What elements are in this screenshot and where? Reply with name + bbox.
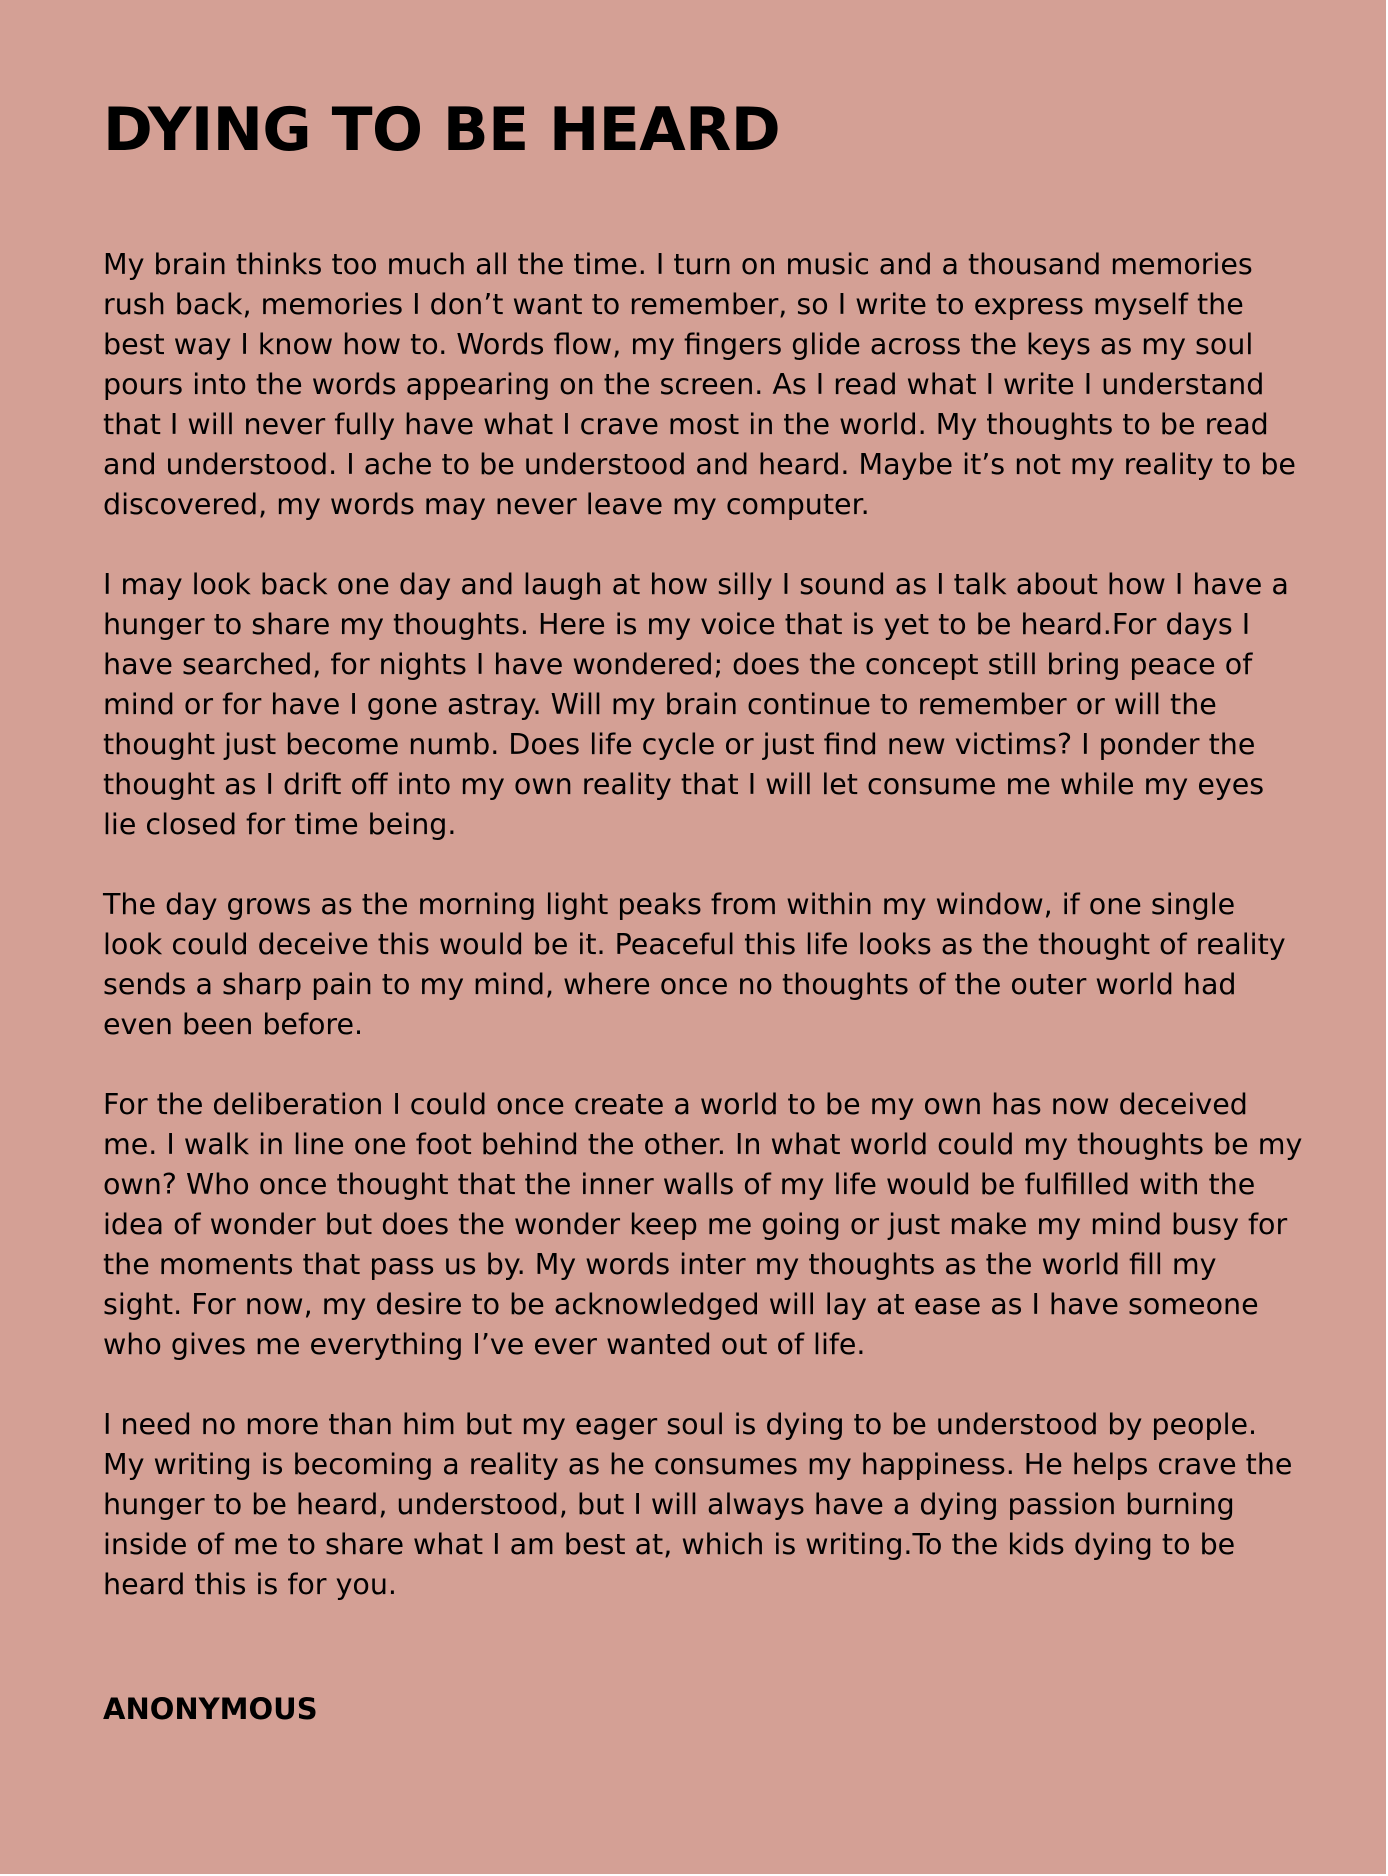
article-body bbox=[103, 245, 1303, 1645]
paragraph-2: I may look back one day and laugh at how silly I sound as I talk about how I have a hunger to share my thoughts. Here is my voice that is yet to be heard.For days I have searched, for nights I have wondered; does the concept still bring peace of mind or for have I gone astray. Will my brain continue to remember or will the thought just become numb. Does life cycle or just find new victims? I ponder the thought as I drift off into my own reality that I will let consume me while my eyes lie closed for time being. bbox=[103, 568, 1289, 841]
paragraph-4: For the deliberation I could once create a world to be my own has now deceived me. I walk in line one foot behind the other. In what world could my thoughts be my own? Who once thought that the inner walls of my life would be fulfilled with the idea of wonder but does the wonder keep me going or just make my mind busy for the moments that pass us by. My words inter my thoughts as the world fill my sight. For now, my desire to be acknowledged will lay at ease as I have someone who gives me everything I’ve ever wanted out of life. bbox=[103, 1088, 1303, 1361]
author-signature: ANONYMOUS bbox=[103, 1692, 318, 1726]
paragraph-5: I need no more than him but my eager soul is dying to be understood by people. My writing is becoming a reality as he consumes my happiness. He helps crave the hunger to be heard, understood, but I will always have a dying passion burning inside of me to share what I am best at, which is writing.To the kids dying to be heard this is for you. bbox=[103, 1408, 1293, 1601]
paragraph-3: The day grows as the morning light peaks from within my window, if one single look could deceive this would be it. Peaceful this life looks as the thought of reality sends a sharp pain to my mind, where once no thoughts of the outer world had even been before. bbox=[103, 888, 1286, 1041]
page-title: DYING TO BE HEARD bbox=[103, 95, 781, 165]
paragraph-1: My brain thinks too much all the time. I turn on music and a thousand memories rush back, memories I don’t want to remember, so I write to express myself the best way I know how to. Words flow, my fingers glide across the keys as my soul pours into the words appearing on the screen. As I read what I write I understand that I will never fully have what I crave most in the world. My thoughts to be read and understood. I ache to be understood and heard. Maybe it’s not my reality to be discovered, my words may never leave my computer. bbox=[103, 248, 1296, 521]
